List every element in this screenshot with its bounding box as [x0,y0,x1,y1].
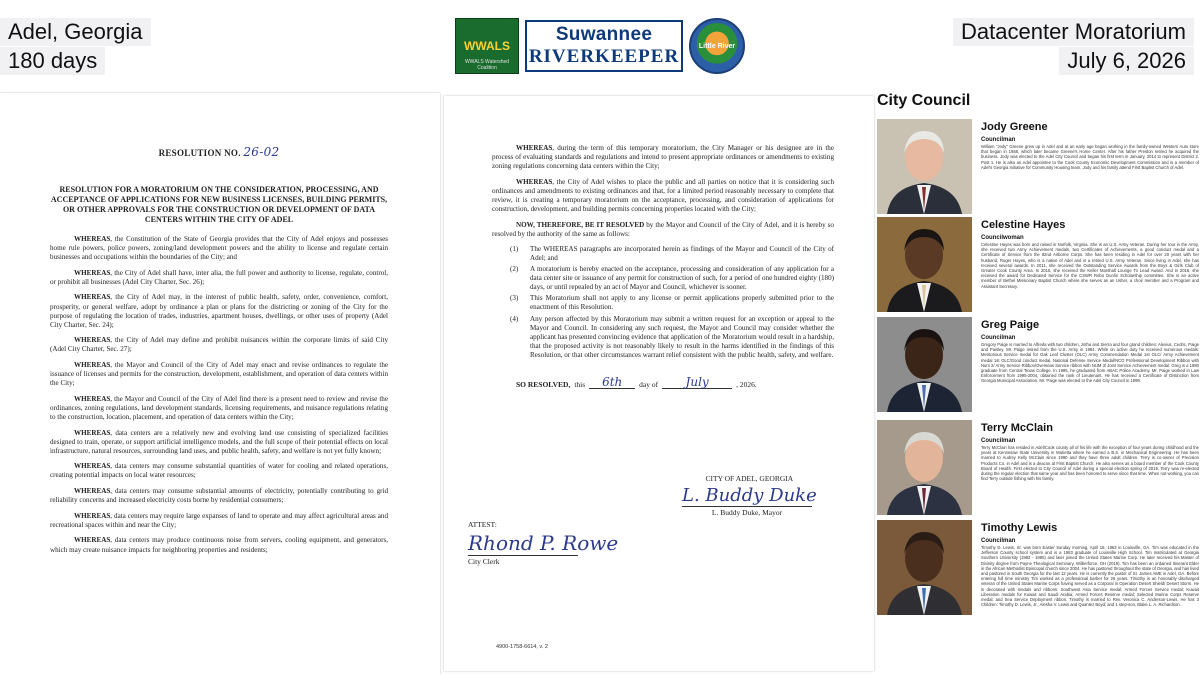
resolution-item [510,245,834,263]
resolution-item-text: A moratorium is hereby enacted on the acceptance, processing and consideration of any application for a data center site or issuance of any permit for construction of such, for a period of one hundred eighty (180) days, or until repealed by an act of Mayor and Council, whichever is sooner. [530,265,834,292]
whereas-keyword: WHEREAS [516,177,553,186]
whereas-keyword: WHEREAS [74,394,111,403]
whereas-text: the Mayor and Council of the City of Adel find there is a present need to review and revise the ordinances, zoning regulations, land development standards, licensing requirements, and nuisance regulations relating to the construction, location, placement, and operation of data centers within the City; [50,394,389,421]
city-council-panel [876,92,1200,675]
council-member-card [877,217,1199,313]
so-resolved-day: 6th [589,376,635,389]
wwals-logo-text: WWALS [464,39,510,53]
resolution-number-value: 26-02 [243,145,280,159]
suwannee-riverkeeper-logo[interactable] [525,20,683,72]
member-photo[interactable] [877,317,972,412]
logo-bar [455,18,745,74]
member-photo[interactable] [877,520,972,615]
resolution-item-number: (4) [510,314,519,323]
member-bio: Celestine Hayes was born and raised in Norfolk, Virginia. She is an U.S. Army Veteran. During her tour in the Army, she received two Army Achievement medals, two Certificates of Achievements, a good conduct medal and a Certificate of Service from the 82nd Airborne Corps. She has been residing in Adel for over 20 years with her husband, Roger Hayes, who is a native of Adel and is a retired U.S. Army Veteran. Since living in Adel, she has received several awards. In 2011, she received the Outstanding Service Awards from the Boys & Girls Club of Greater Cook County Area. In 2015, she received the Keller Marshall Lounge To Lead Award. And in 2016, she received the award for Dedicated Service for the CSWR Rebo Dunlin Scholarship committee. She is an active member of Bethel Missionary Baptist Church where she serves as an Usher, a choir member and a Program and Assistant Secretary. [981,242,1199,289]
clerk-title-line: City Clerk [468,555,578,566]
whereas-text: the City of Adel wishes to place the public and all parties on notice that it is considering such ordinances and amendments to existing ordinances and that, for a limited period reasonably necessary to complete that review, it is creating a temporary moratorium on the acceptance, processing, and consideration of applications for construction, development, and building permits concerning properties located with the City; [492,177,834,214]
member-photo[interactable] [877,420,972,515]
member-bio: Timothy D. Lewis, Sr. was born Easter Sunday morning, April 18, 1963 in Louisville, GA. Tim was educated in the Jefferson County school system and is a 1983 graduate of Louisville High School. Tim matriculated at Georgia Southern University (1983 - 1985) and later joined the United States Marine Corp. He later received his Master of Divinity degree from Payne Theological Seminary, Wilberforce, OH (2019). Tim has been an ordained Itinerant Elder in the African Methodist Episcopal church since 2004. He has pastored throughout the state of Georgia, and has lived and pastored in South Georgia for the last 12 years. He is currently the pastor of St. James AME in Adel, GA. Before entering full time ministry Tim worked as a professional barber for 26 years. Timothy is an honorably discharged veteran of the United States Marine Corps having served as a Corporal in Operation Desert Shield/ Desert Storm. He is decorated with medals and ribbons: Southwest Asia Service medal; Armed Forces Service medal; Kuwait Liberation medals for Kuwait and Saudi Arabia; Armed Forces Reserve medal; Selected Marine Corps Reserve medal; and Sea Service Deployment ribbon. Timothy is married to Rev. Veronica C. Anderson-Lewis. He has 3 Children: Timothy D. Lewis, Jr., Alesha V. Lewis and Quantez Boyd; and 1 step-son, Blake L. A. Richardson. [981,545,1199,608]
resolution-items [492,245,834,360]
whereas-keyword: WHEREAS [74,511,111,520]
little-river-logo-text: Little River [698,42,736,50]
whereas-text: the City of Adel shall have, inter alia, the full power and authority to license, regulate, control, or prohibit all businesses (Adel City Charter, Sec. 26); [50,268,389,286]
member-name: Celestine Hayes [981,219,1066,231]
whereas-paragraph: WHEREAS, the City of Adel may define and prohibit nuisances within the corporate limits of said City (Adel City Charter, Sec. 27); [50,336,389,354]
council-member-card [877,119,1199,215]
whereas-paragraph: WHEREAS, data centers may produce continuous noise from servers, cooling equipment, and generators, which may create nuisance impacts for neighboring properties and residents; [50,536,389,554]
portrait-image [877,420,972,515]
resolution-number-label: RESOLUTION NO. [158,148,241,158]
resolution-item-number: (2) [510,265,519,274]
wwals-logo-subtitle: WWALS Watershed Coalition [464,59,510,71]
resolution-page-1 [0,93,440,675]
so-resolved-this: this [574,379,586,389]
wwals-logo[interactable] [455,18,519,74]
now-therefore-paragraph [492,221,834,239]
whereas-paragraph: WHEREAS, data centers may consume substantial quantities of water for cooling and related operations, creating potential impacts on local water resources; [50,462,389,480]
resolution-item-number: (3) [510,294,519,303]
resolution-number [50,145,388,159]
attest-block [468,520,618,566]
member-details [981,318,1199,384]
header-location: Adel, Georgia [0,18,151,46]
little-river-logo[interactable] [689,18,745,74]
mayor-signature-block [682,474,817,517]
header-date: July 6, 2026 [1059,47,1194,75]
so-resolved-year: , 2026. [736,379,757,389]
member-bio: Terry McClain has resided in Adel/Cook county all of his life with the exception of four years during childhood and the years at Kennesaw State University in Marietta where he earned a B.S. in Mechanical Engineering. He has been married to Audrey Kelly McClain since 1990 and they have three adult children. Terry is co-owner of Precision Products Co. in Adel and is a deacon at First Baptist Church. He also serves as a board member of the Cook County Board of Health. First elected to City Council of Adel during a special election spring of 2019. Terry was re-elected during the regular election that same year and has been honored to serve since that time. When not working, you can find Terry outside fishing with his family. [981,445,1199,482]
whereas-paragraph: WHEREAS, during the term of this temporary moratorium, the City Manager or his designee are in the process of evaluating standards and regulations and intend to present appropriate ordinances or amendments to existing zoning regulations concerning data centers within the City; [492,144,835,171]
portrait-image [877,217,972,312]
whereas-paragraph: WHEREAS, the City of Adel shall have, inter alia, the full power and authority to license, regulate, control, or prohibit all businesses (Adel City Charter, Sec. 26); [50,268,389,286]
whereas-keyword: WHEREAS [74,336,111,345]
council-title: City Council [877,92,971,109]
member-bio: William "Jody" Greene grew up in Adel and at an early age began working in the family-owned Western Auto store that began in 1958, which later became Greene's Home Center. After his father Preston retired he acquired the business. Jody was elected to the Adel City Council and began his first term in January, 2014 to represent District 2. Post 1. He is also an Adel appointee to the Cook County Economic Development Commission and is a member of Adel's Georgia Initiative for Community Housing team. Jody and his family attend First Baptist Church of Adel. [981,144,1199,170]
whereas-keyword: WHEREAS [516,144,553,152]
attest-label: ATTEST: [468,520,497,529]
mayor-signature: L. Buddy Duke [682,485,817,506]
whereas-keyword: WHEREAS [74,235,111,243]
member-role: Councilman [981,538,1016,544]
whereas-keyword: WHEREAS [74,428,111,437]
member-photo[interactable] [877,119,972,214]
header-topic: Datacenter Moratorium [953,18,1194,46]
so-resolved-line [516,376,834,389]
portrait-image [877,119,972,214]
resolution-item [510,294,834,312]
resolution-item [510,315,834,360]
whereas-paragraph: WHEREAS, data centers may consume substantial amounts of electricity, potentially contributing to grid reliability concerns and increased electricity costs borne by residential consumers; [50,487,388,505]
council-member-card [877,420,1199,516]
whereas-keyword: WHEREAS [74,293,111,302]
resolution-item-text: The WHEREAS paragraphs are incorporated herein as findings of the Mayor and Council of the City of Adel; and [530,244,834,262]
whereas-text: during the term of this temporary moratorium, the City Manager or his designee are in the process of evaluating standards and regulations and intend to present appropriate ordinances or amendments to existing zoning regulations concerning data centers within the City; [492,144,835,171]
member-role: Councilman [981,137,1016,143]
member-name: Timothy Lewis [981,522,1058,534]
member-details [981,521,1199,607]
whereas-text: the City of Adel may, in the interest of public health, safety, order, convenience, comfort, prosperity, or general welfare, adopt by ordinance a plan or plans for the districting or zoning of the City for the purpose of regulating the location of trades, industries, apartment houses, dwellings, or other uses of property (Adel City Charter, Sec. 24); [50,293,389,329]
resolution-item [510,265,834,292]
whereas-text: data centers may consume substantial quantities of water for cooling and related operations, creating potential impacts on local water resources; [50,462,389,480]
whereas-text: data centers may require large expanses of land to operate and may affect agricultural areas and recreational spaces within and near the City; [50,511,388,529]
whereas-text: the Constitution of the State of Georgia provides that the City of Adel enjoys and possesses home rule powers, police powers, zoning/land development powers and the ability to license and regulate certain businesses and occupations within the boundaries of the City; and [50,235,389,262]
member-role: Councilman [981,438,1016,444]
whereas-paragraph: WHEREAS, the City of Adel may, in the interest of public health, safety, order, convenience, comfort, prosperity, or general welfare, adopt by ordinance a plan or plans for the districting or zoning of the City for the purpose of regulating the location of trades, industries, apartment houses, dwellings, or other uses of property (Adel City Charter, Sec. 24); [50,293,389,329]
member-role: Councilman [981,335,1016,341]
whereas-list-page1 [50,235,388,555]
resolution-page-2 [444,96,874,671]
header-duration: 180 days [0,47,105,75]
document-code: 4900-1758-6614, v. 2 [496,644,548,650]
whereas-paragraph: WHEREAS, data centers may require large expanses of land to operate and may affect agricultural areas and recreational spaces within and near the City; [50,511,388,529]
whereas-keyword: WHEREAS [74,361,111,370]
riverkeeper-logo-line1: Suwannee [555,24,653,45]
whereas-text: the Mayor and Council of the City of Adel may enact and revise ordinances to regulate the issuance of licenses and permits for the construction, development, establishment, and operation of data centers within the City; [50,361,389,388]
so-resolved-day-of: day of [639,379,659,389]
member-name: Jody Greene [981,121,1048,133]
council-member-card [877,317,1199,413]
whereas-paragraph: WHEREAS, the City of Adel wishes to place the public and all parties on notice that it is considering such ordinances and amendments to existing ordinances and that, for a limited period reasonably necessary to complete that review, it is creating a temporary moratorium on the acceptance, processing, and consideration of applications for construction, development, and building permits concerning properties located with the City; [492,177,834,214]
whereas-text: data centers may consume substantial amounts of electricity, potentially contributing to grid reliability concerns and increased electricity costs borne by residential consumers; [50,487,388,505]
whereas-text: data centers may produce continuous noise from servers, cooling equipment, and generators, which may create nuisance impacts for neighboring properties and residents; [50,536,389,554]
whereas-keyword: WHEREAS [74,268,111,277]
whereas-paragraph: WHEREAS, the Mayor and Council of the City of Adel find there is a present need to review and revise the ordinances, zoning regulations, land development standards, licensing requirements, and nuisance regulations relating to the construction, location, placement, and operation of data centers within the City; [50,394,389,421]
whereas-keyword: WHEREAS [74,536,111,545]
mayor-name-line: L. Buddy Duke, Mayor [682,506,812,517]
member-details [981,120,1199,170]
member-role: Councilwoman [981,235,1024,241]
whereas-text: the City of Adel may define and prohibit nuisances within the corporate limits of said City (Adel City Charter, Sec. 27); [50,336,389,354]
now-therefore-text: by the Mayor and Council of the City of Adel, and it is hereby so resolved by the authority of the same as follows: [492,220,834,238]
whereas-keyword: WHEREAS [74,462,111,471]
whereas-text: data centers are a relatively new and evolving land use consisting of specialized facilities designed to train, operate, or support artificial intelligence models, and the full scope of their potential effects on local infrastructure, natural resources, surrounding land uses, and public health, safety, and welfare is not yet fully known; [50,428,389,455]
resolution-title: RESOLUTION FOR A MORATORIUM ON THE CONSIDERATION, PROCESSING, AND ACCEPTANCE OF APPLICATIONS FOR NEW BUSINESS LICENSES, BUILDING PERMITS, OR OTHER APPROVALS FOR THE CONSTRUCTION OR DEVELOPMENT OF DATA CENTERS WITHIN THE CITY OF ADEL [50,185,388,224]
whereas-paragraph: WHEREAS, the Mayor and Council of the City of Adel may enact and revise ordinances to regulate the issuance of licenses and permits for the construction, development, establishment, and operation of data centers within the City; [50,361,389,388]
member-details [981,218,1199,289]
whereas-paragraph: WHEREAS, the Constitution of the State of Georgia provides that the City of Adel enjoys and possesses home rule powers, police powers, zoning/land development powers and the ability to license and regulate certain businesses and occupations within the boundaries of the City; and [50,235,389,262]
whereas-list-page2 [492,144,834,214]
resolution-item-number: (1) [510,244,519,253]
so-resolved-month: July [662,376,732,389]
member-details [981,421,1199,481]
council-member-card [877,520,1199,616]
member-name: Greg Paige [981,319,1040,331]
resolution-item-text: Any person affected by this Moratorium may submit a written request for an exception or appeal to the Mayor and Council. In considering any such request, the Mayor and Council may consider whether the applicant has presented convincing evidence that application of the Moratorium would result in a hardship, that the proposed activity is not reasonably likely to result in the harms identified in the findings of this Resolution, or that other circumstances warrant relief consistent with the public health, safety, and welfare. [530,314,834,359]
member-photo[interactable] [877,217,972,312]
clerk-signature: Rhond P. Rowe [468,531,619,555]
whereas-keyword: WHEREAS [74,487,111,496]
riverkeeper-logo-line2: RIVERKEEPER [528,46,680,67]
portrait-image [877,520,972,615]
resolution-item-text: This Moratorium shall not apply to any license or permit applications properly submitted prior to the enactment of this Resolution. [530,294,834,312]
member-bio: Gregory Paige is married to Alfreda with two children, Jotha and Sierra and four grand children: Alexius, Cedric, Paige and Paisley. Mr. Paige retired from the U.S. Army in 1994. While on active duty he received numerous medals: Meritorious Service medal for Oak Leaf Cluster (OLC) Army Commendation Medal 1st OLC/ Army Achievement medal 1st OLC/Good conduct medal. National Defense Service Medal/NCO Professional Development Ribbon with Num 2/ Army Service Ribbon/Overseas Service ribbon with NUM 3/ Joint Service Achievement medal. Greg is a 1980 graduate from Central Texas College. In 1995, he graduated from ABAC Police Academy. Mr. Paige worked in Law Enforcement from 1995-2004, obtained the rank of Lieutenant. He has received a Certificate of Distinction from Georgia Municipal Association. Mr. Paige was elected to the Adel City Council in 1999. [981,342,1199,384]
so-resolved-lead: SO RESOLVED, [516,379,571,389]
whereas-paragraph: WHEREAS, data centers are a relatively new and evolving land use consisting of specialized facilities designed to train, operate, or support artificial intelligence models, and the full scope of their potential effects on local infrastructure, natural resources, surrounding land uses, and public health, safety, and welfare is not yet fully known; [50,428,389,455]
now-therefore-lead: NOW, THEREFORE, BE IT RESOLVED [516,220,645,229]
member-name: Terry McClain [981,422,1053,434]
portrait-image [877,317,972,412]
city-line: CITY OF ADEL, GEORGIA [705,474,794,483]
